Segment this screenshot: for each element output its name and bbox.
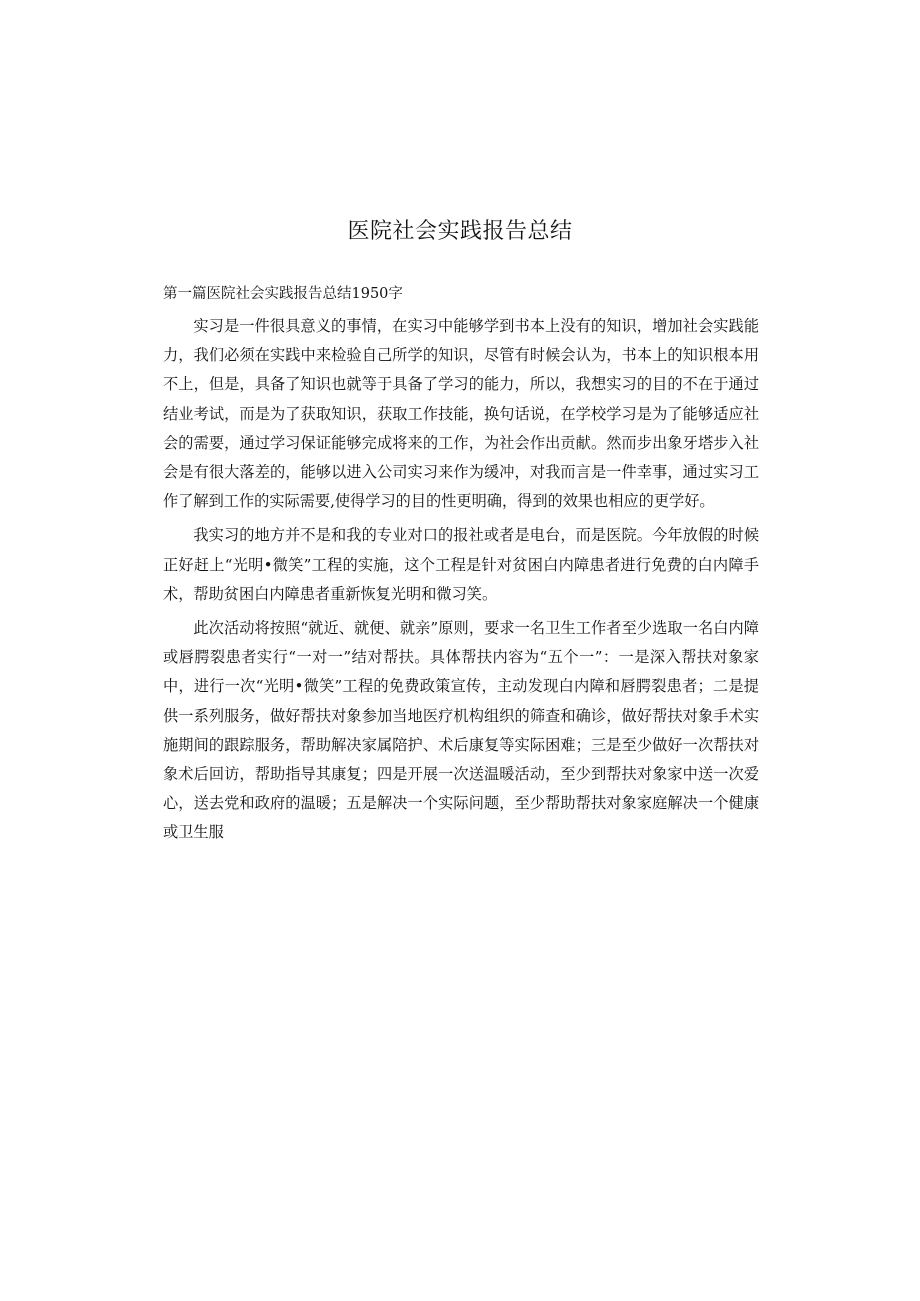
- document-subtitle: 第一篇医院社会实践报告总结1950字: [163, 286, 403, 302]
- document-title: 医院社会实践报告总结: [347, 219, 573, 244]
- paragraph-3: 此次活动将按照“就近、就便、就亲”原则，要求一名卫生工作者至少选取一名白内障或唇腭裂患者实行“一对一”结对帮扶。具体帮扶内容为“五个一”：一是深入帮扶对象家中，进行一次“光明•微笑”工程的免费政策宣传，主动发现白内障和唇腭裂患者；二是提供一系列服务，做好帮扶对象参加当地医疗机构组织的筛查和确诊，做好帮扶对象手术实施期间的跟踪服务，帮助解决家属陪护、术后康复等实际困难；三是至少做好一次帮扶对象术后回访，帮助指导其康复；四是开展一次送温暖活动，至少到帮扶对象家中送一次爱心，送去党和政府的温暖；五是解决一个实际问题，至少帮助帮扶对象家庭解决一个健康或卫生服: [163, 619, 759, 842]
- paragraph-2: 我实习的地方并不是和我的专业对口的报社或者是电台，而是医院。今年放假的时候正好赶上“光明•微笑”工程的实施，这个工程是针对贫困白内障患者进行免费的白内障手术，帮助贫困白内障患者重新恢复光明和微习笑。: [163, 526, 759, 603]
- paragraph-1: 实习是一件很具意义的事情，在实习中能够学到书本上没有的知识，增加社会实践能力，我们必须在实践中来检验自己所学的知识，尽管有时候会认为，书本上的知识根本用不上，但是，具备了知识也就等于具备了学习的能力，所以，我想实习的目的不在于通过结业考试，而是为了获取知识，获取工作技能，换句话说，在学校学习是为了能够适应社会的需要，通过学习保证能够完成将来的工作，为社会作出贡献。然而步出象牙塔步入社会是有很大落差的，能够以进入公司实习来作为缓冲，对我而言是一件幸事，通过实习工作了解到工作的实际需要,使得学习的目的性更明确，得到的效果也相应的更学好。: [163, 317, 759, 511]
- document-body: [163, 312, 759, 853]
